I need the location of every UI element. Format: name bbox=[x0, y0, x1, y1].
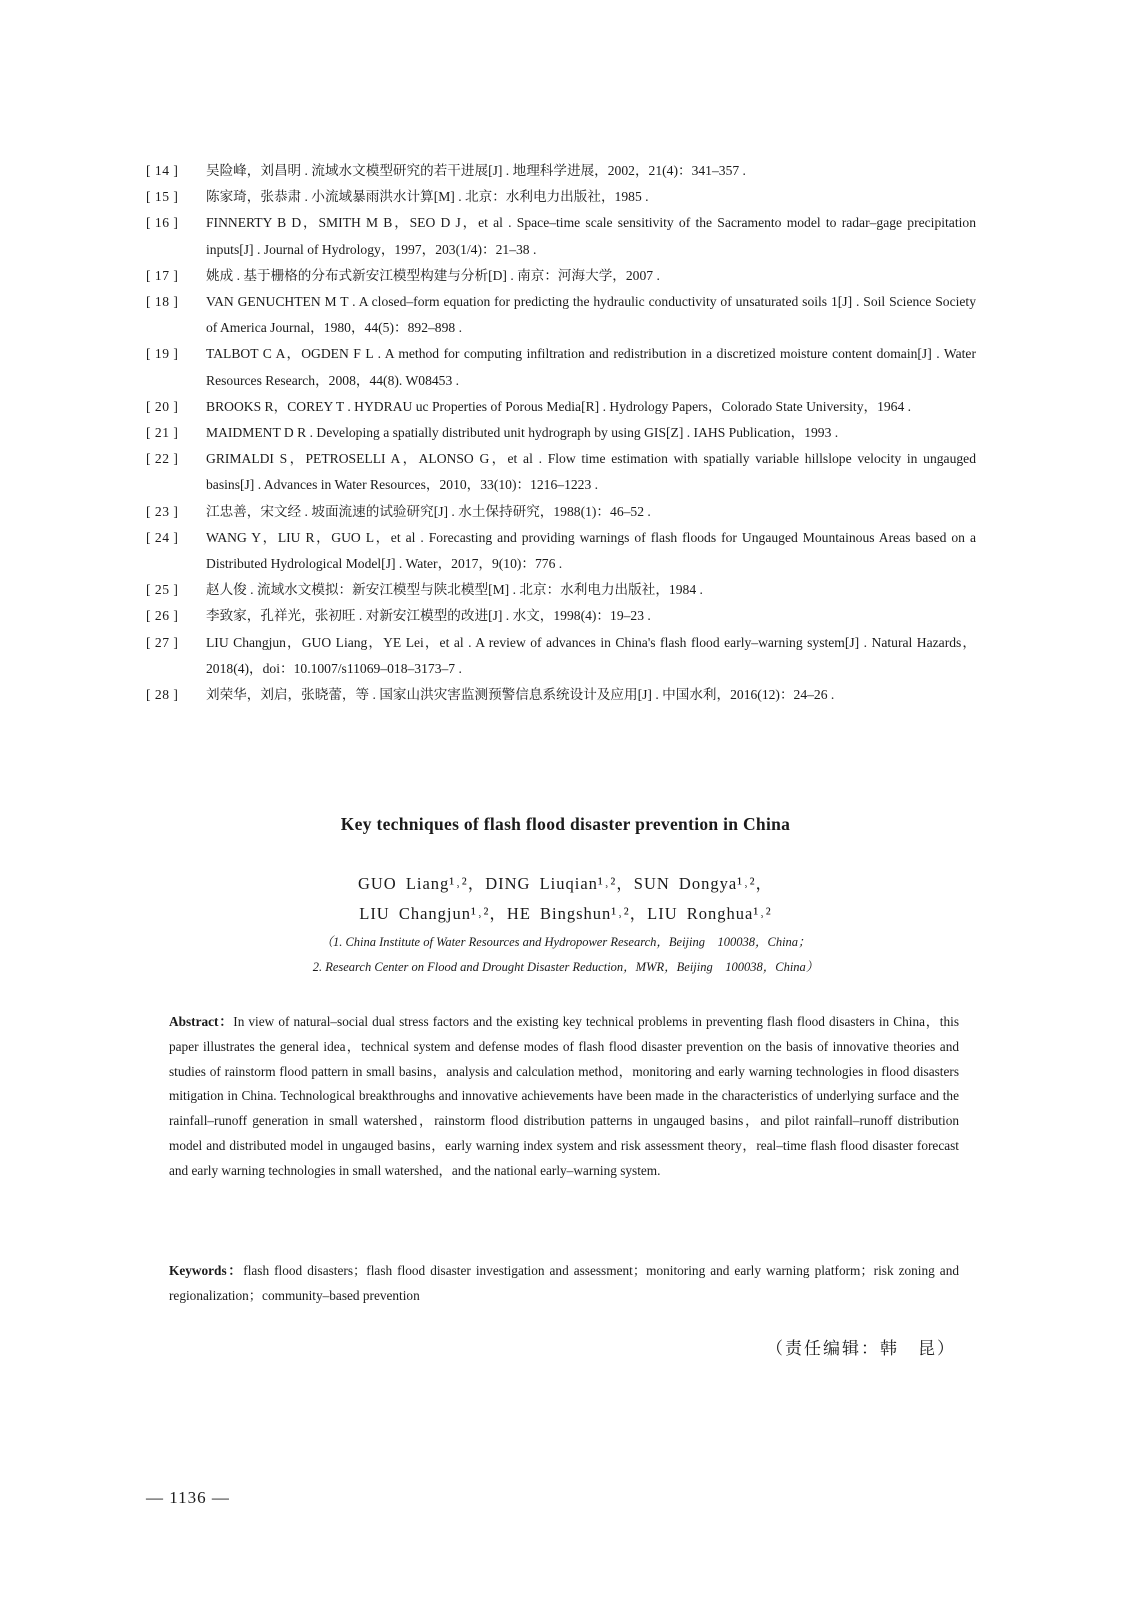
english-title: Key techniques of flash flood disaster prevention in China bbox=[340, 814, 791, 834]
reference-text: 姚成 . 基于栅格的分布式新安江模型构建与分析[D] . 南京：河海大学，2007 . bbox=[206, 267, 660, 283]
reference-number: [ 23 ] bbox=[146, 503, 179, 519]
reference-item bbox=[146, 263, 976, 289]
reference-number: [ 22 ] bbox=[146, 451, 179, 467]
keywords-label: Keywords： bbox=[169, 1263, 244, 1278]
reference-number: [ 25 ] bbox=[146, 582, 179, 598]
abstract-text: In view of natural–social dual stress factors and the existing key technical problems in preventing flash flood disasters in China，this paper illustrates the general idea，technical system and defense modes of flash flood disaster prevention on the basis of innovative theories and studies of rainstorm flood pattern in small basins，analysis and calculation method，monitoring and early warning technologies in flood disasters mitigation in China. Technological breakthroughs and innovative achievements have been made in the characteristics of underlying surface and the rainfall–runoff generation in small watershed，rainstorm flood distribution patterns in ungauged basins，and pilot rainfall–runoff distribution model and distributed model in ungauged basins，early warning index system and risk assessment theory，real–time flash flood disaster forecast and early warning technologies in small watershed，and the national early–warning system. bbox=[169, 1014, 959, 1178]
authors-line-1: GUO Liang¹˒²，DING Liuqian¹˒²，SUN Dongya¹˒²， bbox=[357, 874, 774, 893]
reference-text: 江忠善，宋文经 . 坡面流速的试验研究[J] . 水土保持研究，1988(1)：46–52 . bbox=[206, 503, 651, 519]
reference-item bbox=[146, 341, 976, 393]
reference-list bbox=[146, 158, 976, 708]
reference-item bbox=[146, 446, 976, 498]
reference-number: [ 20 ] bbox=[146, 398, 179, 414]
reference-text: 赵人俊 . 流域水文模拟：新安江模型与陕北模型[M] . 北京：水利电力出版社，1984 . bbox=[206, 582, 703, 598]
reference-item bbox=[146, 525, 976, 577]
reference-text: GRIMALDI S，PETROSELLI A，ALONSO G，et al . Flow time estimation with spatially variable hillslope velocity in ungauged basins[J] . Advances in Water Resources，2010，33(10)：1216–1223 . bbox=[206, 451, 976, 493]
reference-item bbox=[146, 577, 976, 603]
reference-number: [ 24 ] bbox=[146, 529, 179, 545]
reference-number: [ 16 ] bbox=[146, 215, 179, 231]
reference-number: [ 18 ] bbox=[146, 294, 179, 310]
abstract-label: Abstract： bbox=[169, 1014, 234, 1029]
reference-number: [ 15 ] bbox=[146, 189, 179, 205]
reference-item bbox=[146, 630, 976, 682]
reference-text: MAIDMENT D R . Developing a spatially distributed unit hydrograph by using GIS[Z] . IAHS Publication，1993 . bbox=[206, 425, 839, 441]
reference-text: 刘荣华，刘启，张晓蕾，等 . 国家山洪灾害监测预警信息系统设计及应用[J] . 中国水利，2016(12)：24–26 . bbox=[206, 687, 835, 703]
reference-number: [ 14 ] bbox=[146, 163, 179, 178]
reference-text: VAN GENUCHTEN M T . A closed–form equation for predicting the hydraulic conductivity of unsaturated soils 1[J] . Soil Science Society of America Journal，1980，44(5)：892–898 . bbox=[206, 294, 976, 336]
keywords-text: flash flood disasters；flash flood disaster investigation and assessment；monitoring and early warning platform；risk zoning and regionalization；community–based prevention bbox=[169, 1263, 959, 1303]
reference-text: FINNERTY B D，SMITH M B，SEO D J，et al . Space–time scale sensitivity of the Sacramento model to radar–gage precipitation inputs[J] . Journal of Hydrology，1997，203(1/4)：21–38 . bbox=[206, 215, 976, 257]
abstract bbox=[169, 1010, 959, 1184]
reference-number: [ 28 ] bbox=[146, 687, 179, 703]
reference-text: 陈家琦，张恭肃 . 小流域暴雨洪水计算[M] . 北京：水利电力出版社，1985 . bbox=[206, 189, 649, 205]
authors-line-2: LIU Changjun¹˒²，HE Bingshun¹˒²，LIU Ronghua¹˒² bbox=[359, 904, 772, 923]
reference-item bbox=[146, 184, 976, 210]
reference-item bbox=[146, 603, 976, 629]
reference-number: [ 21 ] bbox=[146, 425, 179, 441]
reference-item bbox=[146, 210, 976, 262]
page-number: — 1136 — bbox=[146, 1488, 230, 1507]
reference-text: 李致家，孔祥光，张初旺 . 对新安江模型的改进[J] . 水文，1998(4)：19–23 . bbox=[206, 608, 651, 624]
affiliation-2: 2. Research Center on Flood and Drought Disaster Reduction，MWR，Beijing 100038，China） bbox=[312, 960, 819, 974]
reference-item bbox=[146, 158, 976, 184]
reference-number: [ 19 ] bbox=[146, 346, 179, 362]
reference-text: 吴险峰，刘昌明 . 流域水文模型研究的若干进展[J] . 地理科学进展，2002，21(4)：341–357 . bbox=[206, 163, 746, 178]
reference-item bbox=[146, 420, 976, 446]
reference-number: [ 26 ] bbox=[146, 608, 179, 624]
reference-text: WANG Y，LIU R，GUO L，et al . Forecasting and providing warnings of flash floods for Ungauged Mountainous Areas based on a Distributed Hydrological Model[J] . Water，2017，9(10)：776 . bbox=[206, 529, 976, 572]
keywords bbox=[169, 1259, 959, 1309]
reference-text: BROOKS R，COREY T . HYDRAU uc Properties of Porous Media[R] . Hydrology Papers，Colorado State University，1964 . bbox=[206, 398, 912, 414]
reference-item bbox=[146, 682, 976, 708]
affiliation-1: （1. China Institute of Water Resources and Hydropower Research，Beijing 100038，China； bbox=[320, 935, 811, 949]
reference-text: LIU Changjun，GUO Liang，YE Lei，et al . A review of advances in China's flash flood early–warning system[J] . Natural Hazards，2018(4)，doi：10.1007/s11069–018–3173–7 . bbox=[206, 634, 976, 676]
reference-item bbox=[146, 289, 976, 341]
reference-item bbox=[146, 394, 976, 420]
reference-number: [ 27 ] bbox=[146, 634, 179, 650]
reference-item bbox=[146, 499, 976, 525]
reference-text: TALBOT C A，OGDEN F L . A method for computing infiltration and redistribution in a discretized moisture content domain[J] . Water Resources Research，2008，44(8). W08453 . bbox=[206, 346, 976, 388]
reference-number: [ 17 ] bbox=[146, 267, 179, 283]
editor-note: （责任编辑：韩 昆） bbox=[766, 1339, 956, 1358]
